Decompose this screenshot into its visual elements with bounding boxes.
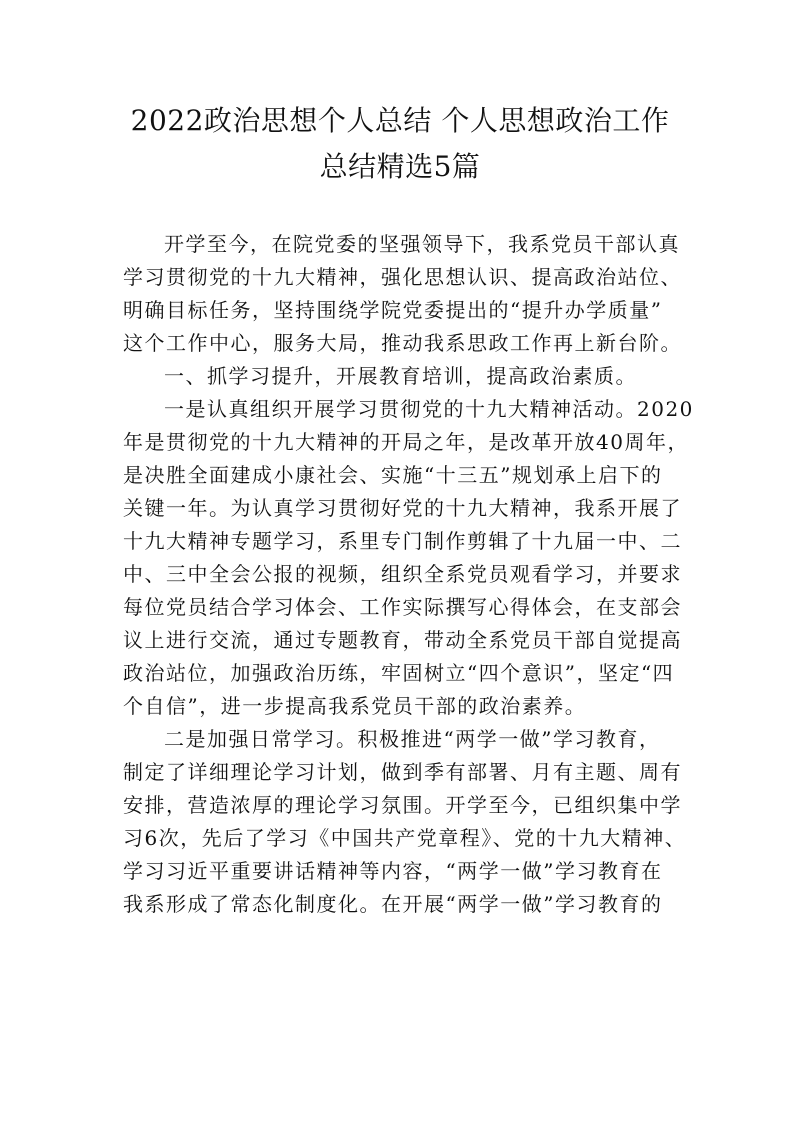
text-line: 每位党员结合学习体会、工作实际撰写心得体会，在支部会	[123, 595, 682, 619]
document-title	[100, 98, 700, 190]
text-line: 开学至今，在院党委的坚强领导下，我系党员干部认真	[164, 232, 680, 256]
paragraph-intro	[123, 228, 689, 360]
text-line: 中、三中全会公报的视频，组织全系党员观看学习，并要求	[123, 562, 682, 586]
text-line: 制定了详细理论学习计划，做到季有部署、月有主题、周有	[123, 760, 682, 784]
section-heading-1	[123, 360, 689, 393]
paragraph-item-1	[123, 393, 694, 723]
text-line: 学习习近平重要讲话精神等内容，“两学一做”学习教育在	[123, 859, 663, 883]
text-line: 安排，营造浓厚的理论学习氛围。开学至今，已组织集中学	[123, 793, 682, 817]
text-line: 明确目标任务，坚持围绕学院党委提出的“提升办学质量”	[123, 298, 663, 322]
document-body	[123, 228, 694, 921]
text-line: 二是加强日常学习。积极推进“两学一做”学习教育，	[164, 727, 661, 751]
text-line: 个自信”，进一步提高我系党员干部的政治素养。	[123, 694, 587, 718]
text-line: 是决胜全面建成小康社会、实施“十三五”规划承上启下的	[123, 463, 663, 487]
text-line: 这个工作中心，服务大局，推动我系思政工作再上新台阶。	[123, 331, 682, 355]
text-line: 政治站位，加强政治历练，牢固树立“四个意识”，坚定“四	[123, 661, 675, 685]
title-line: 2022政治思想个人总结 个人思想政治工作	[130, 104, 670, 137]
text-line: 议上进行交流，通过专题教育，带动全系党员干部自觉提高	[123, 628, 682, 652]
text-line: 十九大精神专题学习，系里专门制作剪辑了十九届一中、二	[123, 529, 682, 553]
text-line: 关键一年。为认真学习贯彻好党的十九大精神，我系开展了	[123, 496, 682, 520]
paragraph-item-2	[123, 723, 689, 921]
text-line: 学习贯彻党的十九大精神，强化思想认识、提高政治站位、	[123, 265, 682, 289]
text-line: 习6次，先后了学习《中国共产党章程》、党的十九大精神、	[123, 826, 687, 850]
text-line: 我系形成了常态化制度化。在开展“两学一做”学习教育的	[123, 892, 663, 916]
text-line: 年是贯彻党的十九大精神的开局之年，是改革开放40周年，	[123, 430, 689, 454]
text-line: 一是认真组织开展学习贯彻党的十九大精神活动。2020	[164, 397, 694, 421]
title-line: 总结精选5篇	[319, 150, 481, 183]
text-line: 一、抓学习提升，开展教育培训，提高政治素质。	[164, 364, 637, 388]
